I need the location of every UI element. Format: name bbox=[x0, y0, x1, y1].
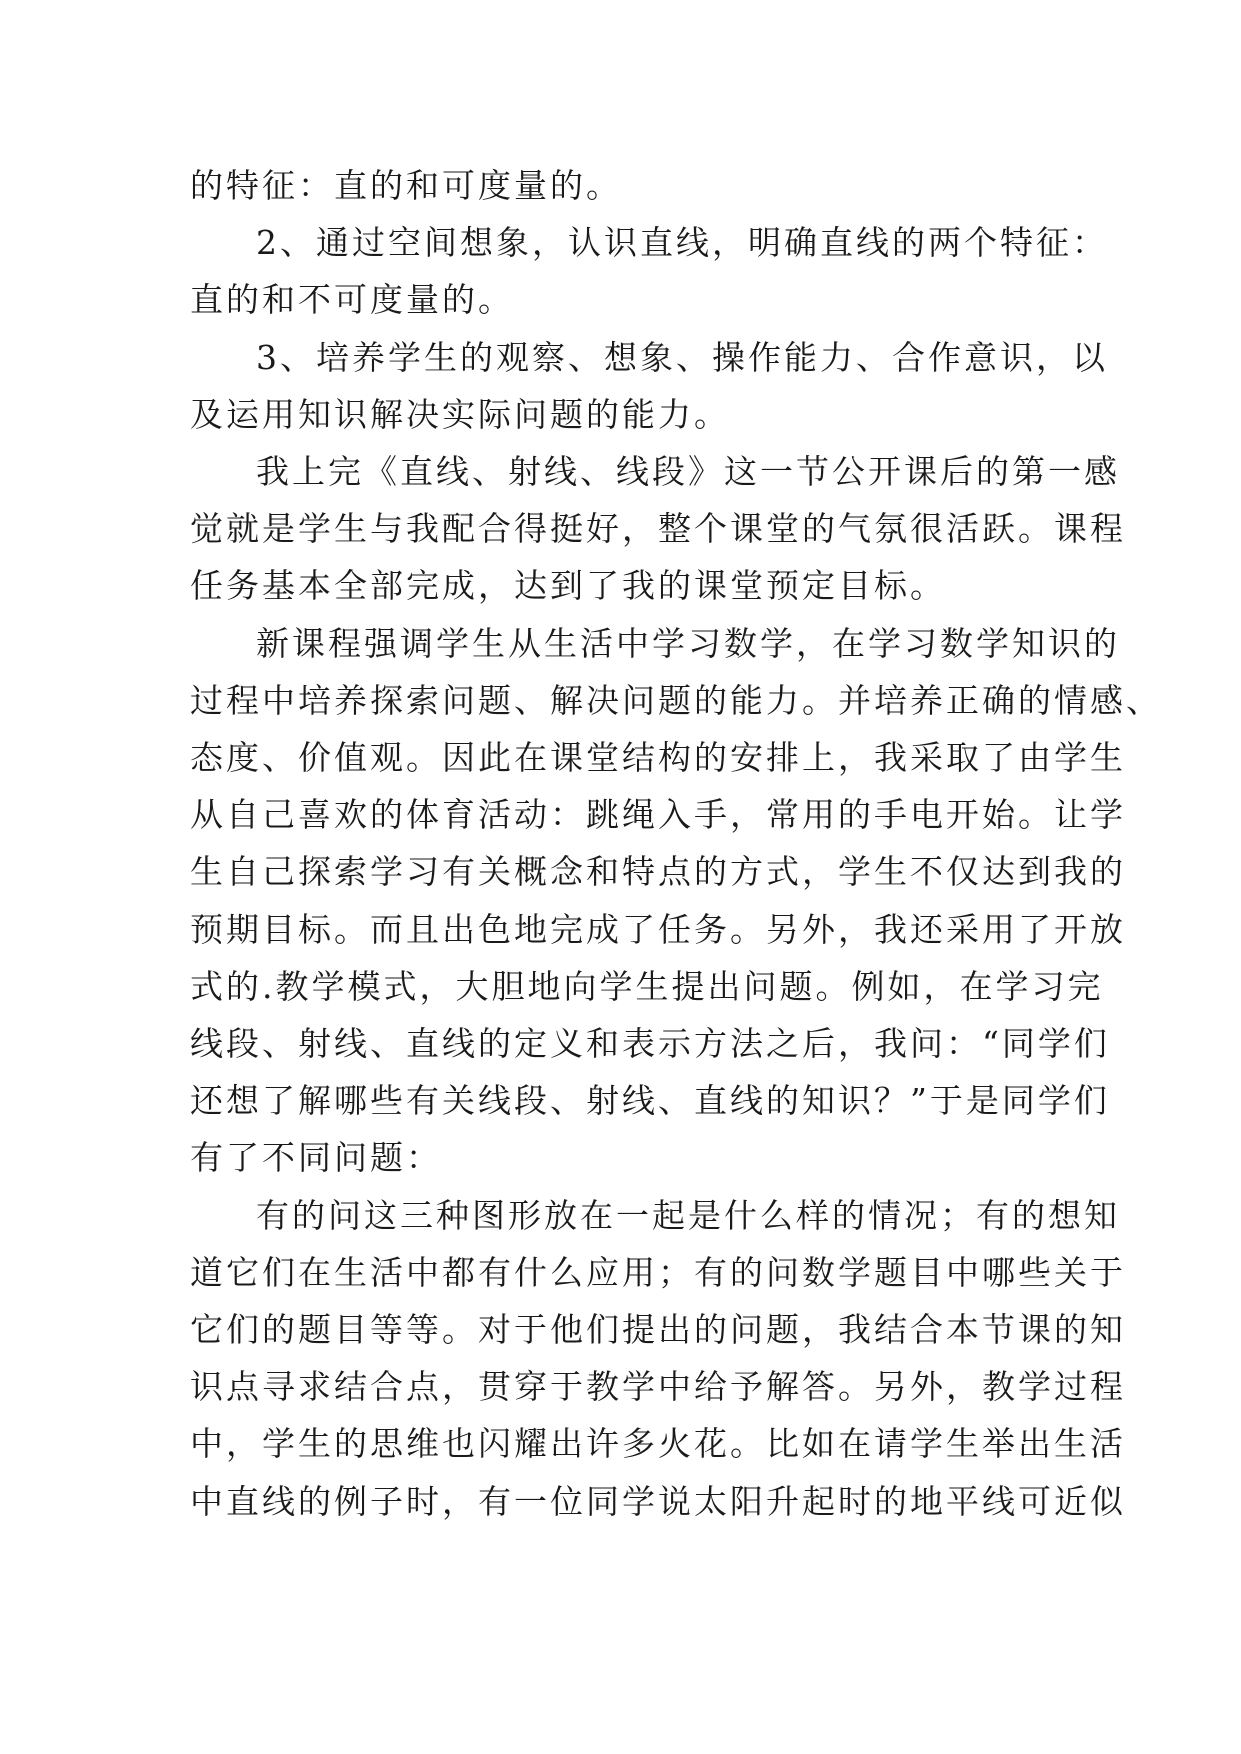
text-line: 道它们在生活中都有什么应用；有的问数学题目中哪些关于 bbox=[190, 1253, 1126, 1292]
text-line: 态度、价值观。因此在课堂结构的安排上，我采取了由学生 bbox=[190, 738, 1126, 777]
text-line: 任务基本全部完成，达到了我的课堂预定目标。 bbox=[190, 566, 946, 605]
text-line: 觉就是学生与我配合得挺好，整个课堂的气氛很活跃。课程 bbox=[190, 509, 1126, 548]
text-line: 2、通过空间想象，认识直线，明确直线的两个特征： bbox=[256, 223, 1108, 262]
text-line: 它们的题目等等。对于他们提出的问题，我结合本节课的知 bbox=[190, 1310, 1126, 1349]
text-line: 有了不同问题： bbox=[190, 1138, 442, 1177]
text-line: 中，学生的思维也闪耀出许多火花。比如在请学生举出生活 bbox=[190, 1424, 1126, 1463]
text-line: 有的问这三种图形放在一起是什么样的情况；有的想知 bbox=[256, 1196, 1120, 1235]
text-line: 预期目标。而且出色地完成了任务。另外，我还采用了开放 bbox=[190, 910, 1126, 949]
text-line: 过程中培养探索问题、解决问题的能力。并培养正确的情感、 bbox=[190, 681, 1162, 720]
text-line: 直的和不可度量的。 bbox=[190, 280, 514, 319]
text-line: 线段、射线、直线的定义和表示方法之后，我问：“同学们 bbox=[190, 1024, 1110, 1063]
text-line: 从自己喜欢的体育活动：跳绳入手，常用的手电开始。让学 bbox=[190, 795, 1126, 834]
text-line: 及运用知识解决实际问题的能力。 bbox=[190, 395, 730, 434]
text-line: 中直线的例子时，有一位同学说太阳升起时的地平线可近似 bbox=[190, 1482, 1126, 1521]
text-line: 生自己探索学习有关概念和特点的方式，学生不仅达到我的 bbox=[190, 852, 1126, 891]
text-line: 新课程强调学生从生活中学习数学，在学习数学知识的 bbox=[256, 624, 1120, 663]
text-line: 3、培养学生的观察、想象、操作能力、合作意识，以 bbox=[256, 338, 1108, 377]
text-line: 的特征：直的和可度量的。 bbox=[190, 166, 622, 205]
text-line: 我上完《直线、射线、线段》这一节公开课后的第一感 bbox=[256, 452, 1120, 491]
text-line: 识点寻求结合点，贯穿于教学中给予解答。另外，教学过程 bbox=[190, 1367, 1126, 1406]
text-line: 式的.教学模式，大胆地向学生提出问题。例如，在学习完 bbox=[190, 967, 1104, 1006]
text-line: 还想了解哪些有关线段、射线、直线的知识？”于是同学们 bbox=[190, 1081, 1110, 1120]
